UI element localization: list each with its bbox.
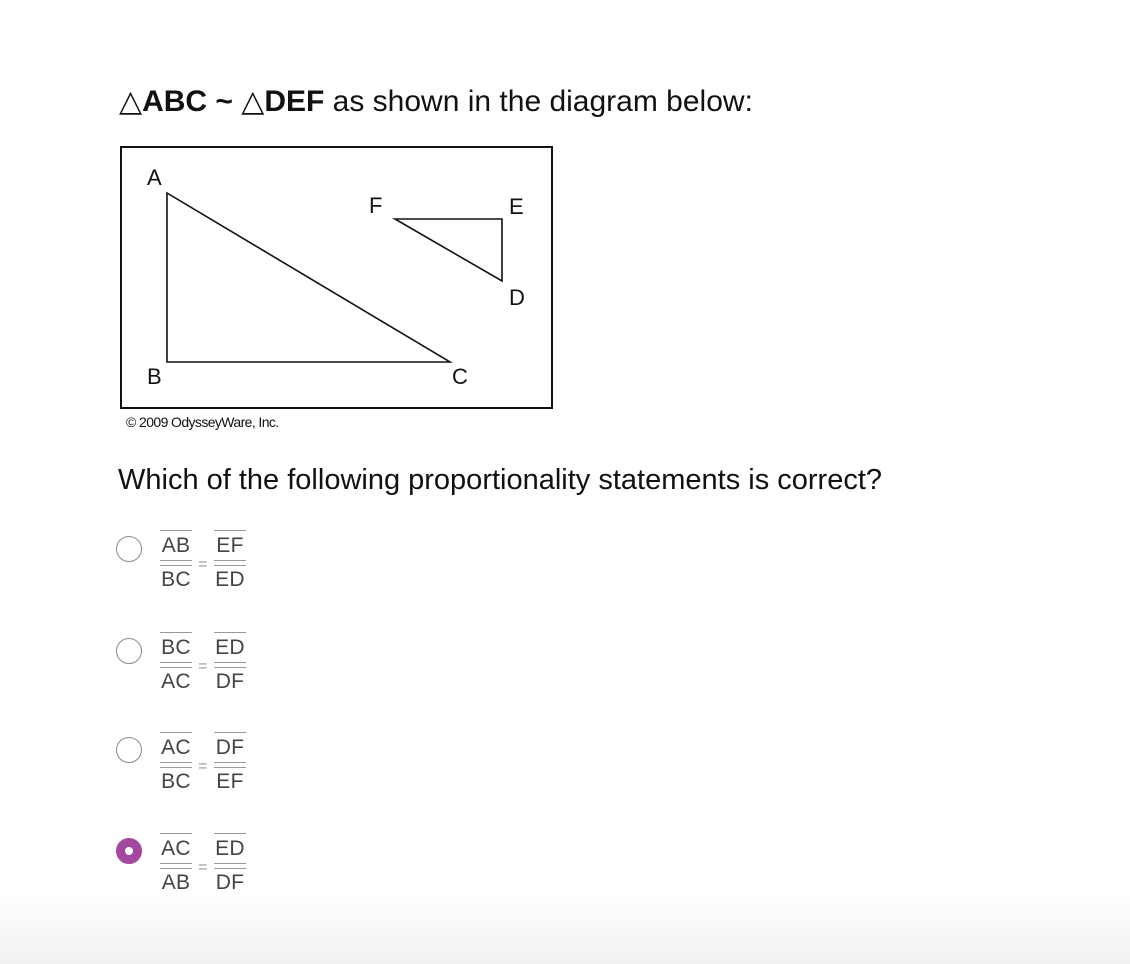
- denominator: EF: [216, 770, 244, 793]
- triangles-diagram: [120, 146, 553, 409]
- numerator: EF: [216, 534, 244, 557]
- radio-button-4-selected[interactable]: [116, 838, 142, 864]
- diagram-border: [121, 147, 552, 408]
- fraction-right: [210, 833, 250, 901]
- numerator: AB: [161, 534, 191, 557]
- question-prompt: Which of the following proportionality statements is correct?: [118, 464, 883, 496]
- fraction-left: [156, 833, 196, 901]
- numerator: AC: [161, 837, 191, 860]
- page-bottom-shade: [0, 894, 1130, 964]
- stem-text: as shown in the diagram below:: [324, 85, 753, 118]
- denominator: BC: [161, 770, 191, 793]
- label-a: A: [147, 165, 162, 190]
- equals-sign: =: [198, 758, 208, 775]
- copyright-notice: © 2009 OdysseyWare, Inc.: [126, 414, 279, 430]
- radio-button-3[interactable]: [116, 737, 142, 763]
- numerator: BC: [161, 636, 191, 659]
- numerator: ED: [215, 636, 245, 659]
- denominator: AC: [161, 670, 191, 693]
- numerator: ED: [215, 837, 245, 860]
- similarity-statement: △ABC ~ △DEF: [119, 85, 325, 118]
- equals-sign: =: [198, 859, 208, 876]
- denominator: DF: [215, 670, 245, 693]
- numerator: DF: [215, 736, 245, 759]
- label-c: C: [452, 364, 468, 389]
- radio-button-2[interactable]: [116, 638, 142, 664]
- equals-sign: =: [198, 556, 208, 573]
- label-b: B: [147, 364, 162, 389]
- label-f: F: [369, 193, 383, 218]
- proportion-3: [156, 732, 256, 800]
- proportion-4: [156, 833, 256, 901]
- label-d: D: [509, 285, 525, 310]
- answer-option-2[interactable]: [114, 632, 274, 704]
- fraction-left: [156, 632, 196, 700]
- proportion-1: [156, 530, 256, 598]
- answer-option-1[interactable]: [114, 530, 274, 602]
- answer-option-3[interactable]: [114, 732, 274, 804]
- denominator: BC: [161, 568, 191, 591]
- denominator: ED: [215, 568, 245, 591]
- fraction-right: [210, 632, 250, 700]
- fraction-right: [210, 732, 250, 800]
- question-stem: [119, 84, 753, 120]
- numerator: AC: [161, 736, 191, 759]
- equals-sign: =: [198, 658, 208, 675]
- denominator: AB: [161, 871, 191, 894]
- fraction-right: [210, 530, 250, 598]
- fraction-left: [156, 530, 196, 598]
- fraction-left: [156, 732, 196, 800]
- radio-button-1[interactable]: [116, 536, 142, 562]
- label-e: E: [509, 194, 524, 219]
- proportion-2: [156, 632, 256, 700]
- denominator: DF: [215, 871, 245, 894]
